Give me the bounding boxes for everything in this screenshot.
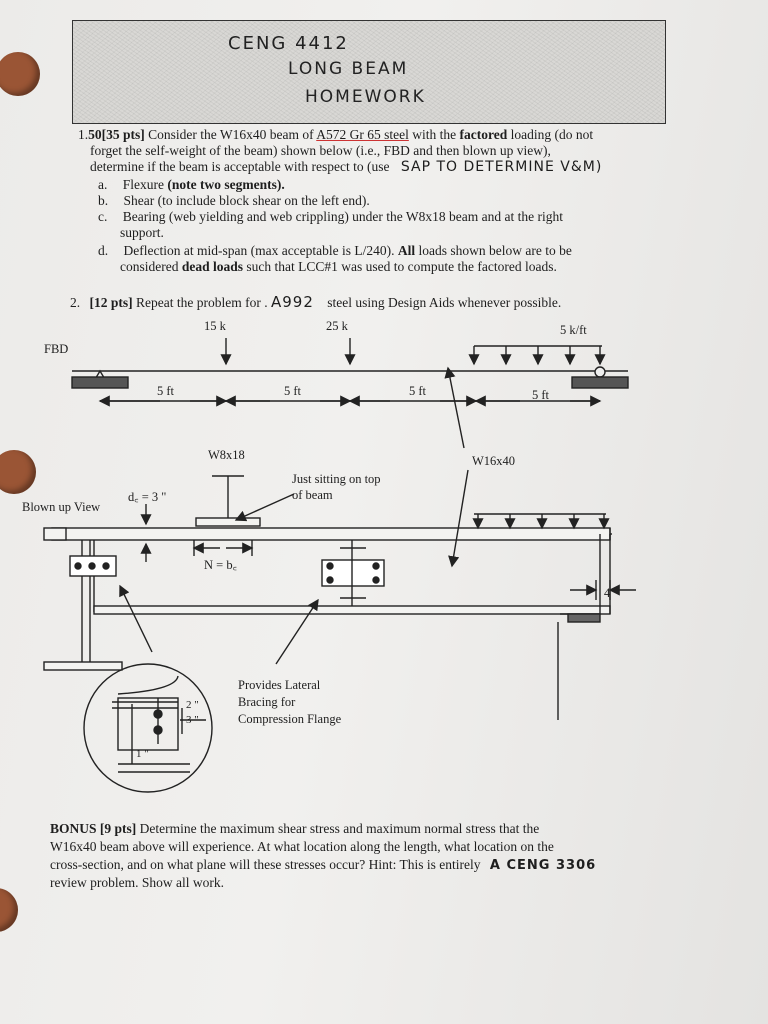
load-5kft: 5 k/ft xyxy=(560,323,587,337)
item-a-letter: a. xyxy=(98,177,108,192)
sitting-label-2: of beam xyxy=(292,488,333,502)
problem2-text-b: steel using Design Aids whenever possible. xyxy=(327,295,562,310)
item-d-bold: All xyxy=(397,243,416,258)
item-b-letter: b. xyxy=(98,193,109,208)
bonus-text-3: cross-section, and on what plane will these stresses occur? Hint: This is entirely xyxy=(50,857,481,872)
factored-word: factored xyxy=(459,127,508,142)
problem2-text-a: Repeat the problem for . xyxy=(136,295,268,310)
item-d-text-b: loads shown below are to be xyxy=(418,243,572,258)
item-b-text: Shear (to include block shear on the left end). xyxy=(123,193,370,208)
handwritten-a992: A992 xyxy=(270,293,314,311)
item-d-line2-a: considered xyxy=(120,259,179,274)
course-title: CENG 4412 xyxy=(228,33,349,54)
detail-callout-circle xyxy=(84,664,212,792)
right-bearing-plate xyxy=(568,614,600,622)
problem2-number: 2. xyxy=(70,295,81,310)
n-bf-label: N = b꜀ xyxy=(204,558,237,572)
detail-3-label: 3 " xyxy=(186,714,199,726)
fbd-label: FBD xyxy=(44,342,69,356)
item-d-letter: d. xyxy=(98,243,109,258)
item-d-text: Deflection at mid-span (max acceptable is L/240). xyxy=(123,243,395,258)
w8x18-label: W8x18 xyxy=(208,448,245,462)
item-c-letter: c. xyxy=(98,209,108,224)
lateral-label-1: Provides Lateral xyxy=(238,678,321,692)
item-d-line2-b: such that LCC#1 was used to compute the factored loads. xyxy=(246,259,557,274)
four-inch-label: 4 " xyxy=(604,586,619,600)
bonus-label: BONUS xyxy=(50,821,97,836)
title-line-3: HOMEWORK xyxy=(305,87,426,107)
span-1: 5 ft xyxy=(157,384,175,398)
lateral-label-2: Bracing for xyxy=(238,695,296,709)
dc-label: d꜀ = 3 " xyxy=(128,490,167,504)
problem1-intro-b: with the xyxy=(412,127,457,142)
title-line-2: LONG BEAM xyxy=(288,59,409,79)
w16x40-blowup-bottom-flange xyxy=(94,606,610,614)
load-15k: 15 k xyxy=(204,319,226,333)
bonus-line4: review problem. Show all work. xyxy=(50,875,224,890)
sitting-label-1: Just sitting on top xyxy=(292,472,381,486)
lateral-label-3: Compression Flange xyxy=(238,712,342,726)
problem1-line3-text: determine if the beam is acceptable with respect to (use xyxy=(90,159,390,174)
w16x40-label: W16x40 xyxy=(472,454,516,468)
right-support-block xyxy=(572,377,628,388)
span-2: 5 ft xyxy=(284,384,302,398)
w16x40-blowup-top-flange xyxy=(52,528,610,540)
problem1-points: 50[35 pts] xyxy=(88,127,145,142)
detail-1-label: 1 " xyxy=(136,748,149,760)
item-a-text: Flexure xyxy=(122,177,164,192)
blown-up-view-label: Blown up View xyxy=(22,500,101,514)
roller-support xyxy=(595,367,605,377)
handwritten-ceng-3306: A CENG 3306 xyxy=(489,858,597,873)
item-a-extra: (note two segments). xyxy=(167,177,285,192)
problem2-points: [12 pts] xyxy=(89,295,133,310)
steel-grade: A572 Gr 65 steel xyxy=(316,127,409,142)
bonus-text-1: Determine the maximum shear stress and maximum normal stress that the xyxy=(139,821,540,836)
column-base xyxy=(44,662,122,670)
problem1-intro-c: loading (do not xyxy=(510,127,594,142)
detail-2-label: 2 " xyxy=(186,699,199,711)
bonus-line2: W16x40 beam above will experience. At what location along the length, what location on the xyxy=(50,839,554,854)
item-c-line2: support. xyxy=(120,225,164,240)
span-4: 5 ft xyxy=(532,388,550,402)
left-support-block xyxy=(72,377,128,388)
problem1-line2: forget the self-weight of the beam) shown below (i.e., FBD and then blown up view), xyxy=(90,143,551,158)
load-25k: 25 k xyxy=(326,319,348,333)
dead-loads-word: dead loads xyxy=(181,259,244,274)
span-3: 5 ft xyxy=(409,384,427,398)
problem1-intro: Consider the W16x40 beam of xyxy=(148,127,314,142)
bonus-points: [9 pts] xyxy=(99,821,137,836)
handwritten-note-sap: SAP TO DETERMINE V&M) xyxy=(400,159,603,175)
problem1-number: 1. xyxy=(78,127,89,142)
item-c-text: Bearing (web yielding and web crippling) under the W8x18 beam and at the right xyxy=(122,209,563,224)
